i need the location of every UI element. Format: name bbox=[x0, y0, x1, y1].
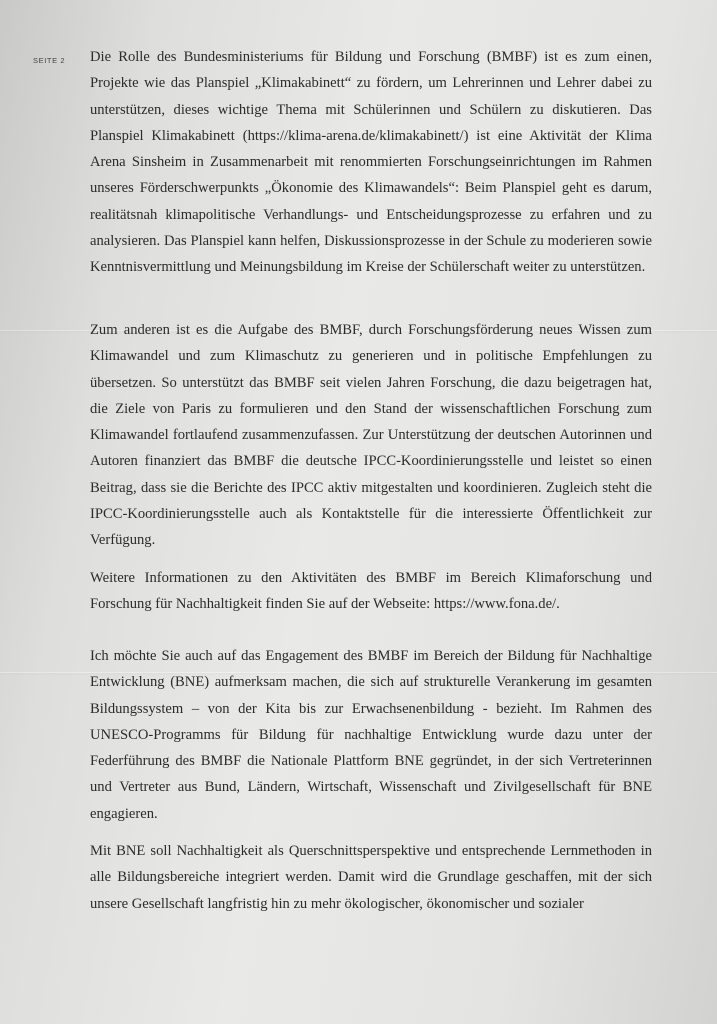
paragraph-research-funding: Zum anderen ist es die Aufgabe des BMBF, durch Forschungsförderung neues Wissen zum Klimawandel und zum Klimaschutz zu generieren und in politische Empfehlungen zu übersetzen. So unterstützt das BMBF seit vielen Jahren Forschung, die dazu beigetragen hat, die Ziele von Paris zu formulieren und den Stand der wissenschaftlichen Forschung zum Klimawandel fortlaufend zusammenzufassen. Zur Unterstützung der deutschen Autorinnen und Autoren finanziert das BMBF die deutsche IPCC-Koordinierungsstelle und leistet so einen Beitrag, dass sie die Berichte des IPCC aktiv mitgestalten und koordinieren. Zugleich steht die IPCC-Koordinierungsstelle auch als Kontaktstelle für die interessierte Öffentlichkeit zur Verfügung. bbox=[90, 322, 652, 549]
page-number-label: SEITE 2 bbox=[33, 56, 66, 65]
paragraph-bne-engagement: Ich möchte Sie auch auf das Engagement des BMBF im Bereich der Bildung für Nachhaltige Entwicklung (BNE) aufmerksam machen, die sich auf strukturelle Verankerung im gesamten Bildungssystem – von der Kita bis zur Erwachsenenbildung - bezieht. Im Rahmen des UNESCO-Programms für Bildung für nachhaltige Entwicklung wurde dazu unter der Federführung des BMBF die Nationale Plattform BNE gegründet, in der sich Vertreterinnen und Vertreter aus Bund, Ländern, Wirtschaft, Wissenschaft und Zivilgesellschaft für BNE engagieren. bbox=[90, 648, 652, 822]
paragraph-further-info: Weitere Informationen zu den Aktivitäten des BMBF im Bereich Klimaforschung und Forschung für Nachhaltigkeit finden Sie auf der Webseite: https://www.fona.de/. bbox=[90, 570, 652, 613]
paragraph-bmbf-role: Die Rolle des Bundesministeriums für Bildung und Forschung (BMBF) ist es zum einen, Projekte wie das Planspiel „Klimakabinett“ zu fördern, um Lehrerinnen und Lehrer dabei zu unterstützen, dieses wichtige Thema mit Schülerinnen und Schülern zu diskutieren. Das Planspiel Klimakabinett (https://klima-arena.de/klimakabinett/) ist eine Aktivität der Klima Arena Sinsheim in Zusammenarbeit mit renommierten Forschungseinrichtungen im Rahmen unseres Förderschwerpunkts „Ökonomie des Klimawandels“: Beim Planspiel geht es darum, realitätsnah klimapolitische Verhandlungs- und Entscheidungsprozesse zu erfahren und zu analysieren. Das Planspiel kann helfen, Diskussionsprozesse in der Schule zu moderieren sowie Kenntnisvermittlung und Meinungsbildung im Kreise der Schülerschaft weiter zu unterstützen. bbox=[90, 49, 652, 276]
paragraph-bne-integration: Mit BNE soll Nachhaltigkeit als Querschnittsperspektive und entsprechende Lernmethoden in alle Bildungsbereiche integriert werden. Damit wird die Grundlage geschaffen, mit der sich unsere Gesellschaft langfristig hin zu mehr ökologischer, ökonomischer und sozialer bbox=[90, 843, 652, 912]
